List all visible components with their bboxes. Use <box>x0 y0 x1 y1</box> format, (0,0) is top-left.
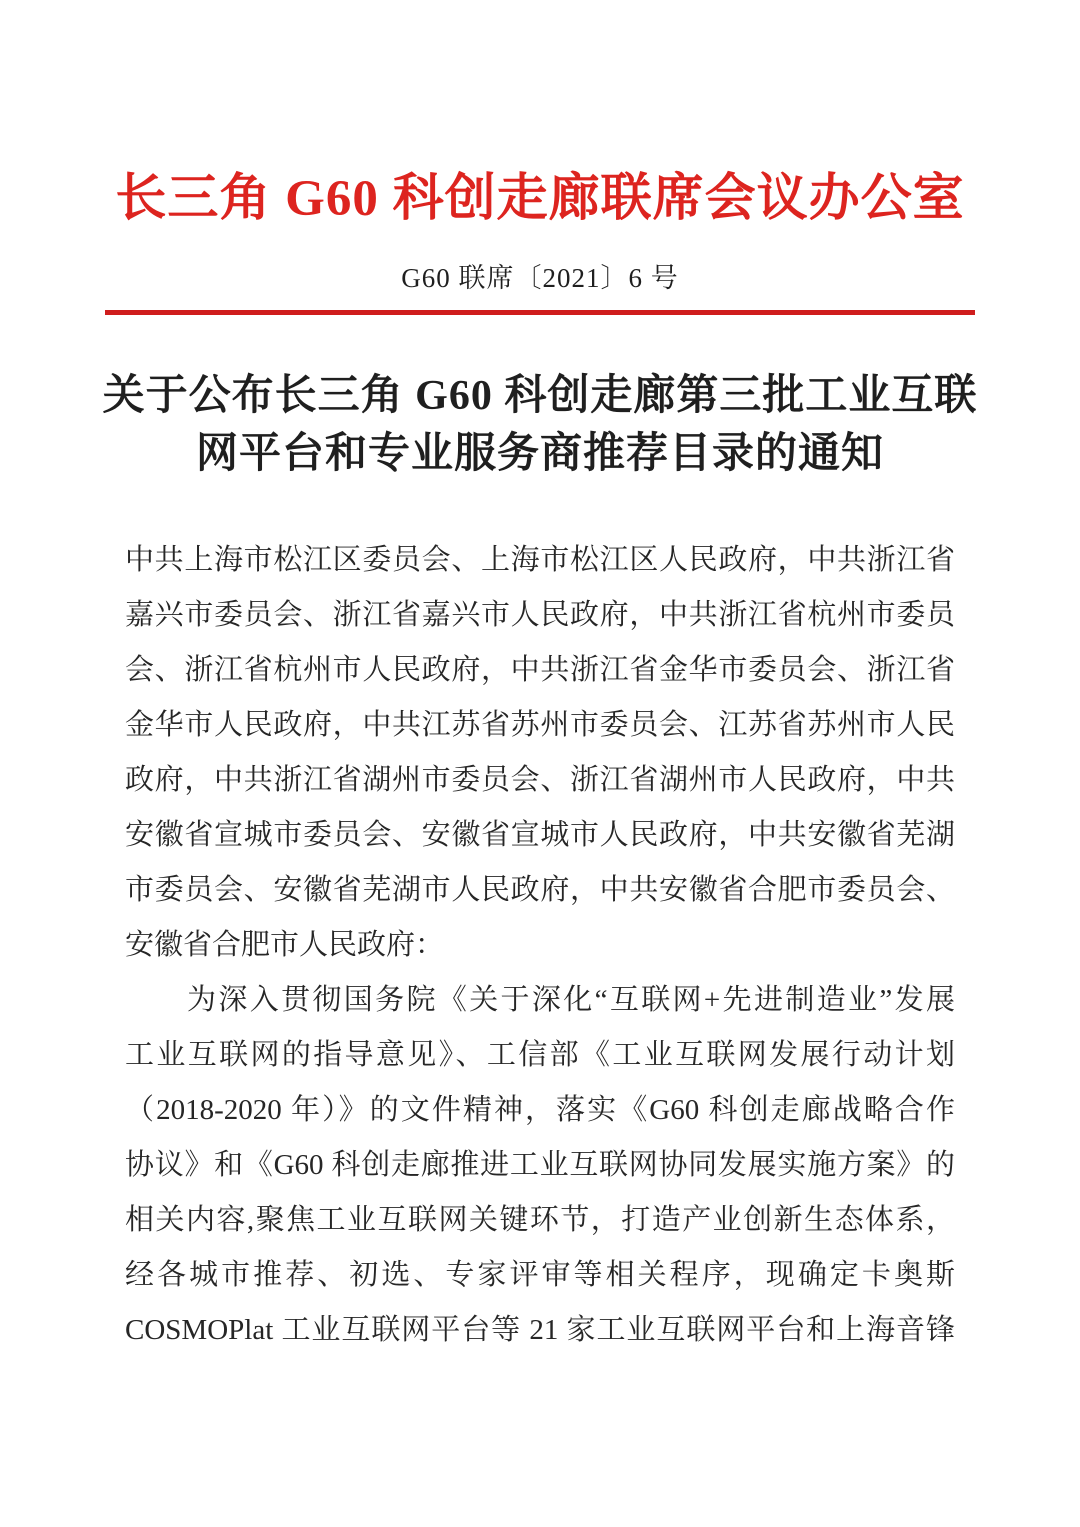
body-line: 中共上海市松江区委员会、上海市松江区人民政府，中共浙江省 <box>125 544 955 576</box>
body-line: 金华市人民政府，中共江苏省苏州市委员会、江苏省苏州市人民 <box>125 709 955 741</box>
notice-title <box>0 367 1080 483</box>
body-line: 工业互联网的指导意见》、工信部《工业互联网发展行动计划 <box>125 1039 955 1071</box>
body-line: 相关内容,聚焦工业互联网关键环节，打造产业创新生态体系， <box>125 1204 955 1236</box>
document-body <box>125 533 955 1358</box>
body-line: 安徽省合肥市人民政府： <box>125 929 445 961</box>
body-line: 政府，中共浙江省湖州市委员会、浙江省湖州市人民政府，中共 <box>125 764 955 796</box>
body-line: 经各城市推荐、初选、专家评审等相关程序，现确定卡奥斯 <box>125 1259 955 1291</box>
body-line: 会、浙江省杭州市人民政府，中共浙江省金华市委员会、浙江省 <box>125 654 955 686</box>
body-line: 协议》和《G60 科创走廊推进工业互联网协同发展实施方案》的 <box>125 1149 955 1181</box>
body-line: 嘉兴市委员会、浙江省嘉兴市人民政府，中共浙江省杭州市委员 <box>125 599 955 631</box>
red-divider-line <box>105 310 975 315</box>
body-line: 市委员会、安徽省芜湖市人民政府，中共安徽省合肥市委员会、 <box>125 874 955 906</box>
notice-title-line2: 网平台和专业服务商推荐目录的通知 <box>195 431 884 477</box>
office-name-header: 长三角 G60 科创走廊联席会议办公室 <box>115 171 965 227</box>
doc-number: G60 联席〔2021〕6 号 <box>401 263 679 293</box>
body-line: COSMOPlat 工业互联网平台等 21 家工业互联网平台和上海音锋 <box>125 1314 955 1346</box>
body-line: 安徽省宣城市委员会、安徽省宣城市人民政府，中共安徽省芜湖 <box>125 819 955 851</box>
notice-title-line1: 关于公布长三角 G60 科创走廊第三批工业互联 <box>102 373 978 419</box>
body-line: 为深入贯彻国务院《关于深化“互联网+先进制造业”发展 <box>187 984 955 1016</box>
body-line: （2018-2020 年）》的文件精神，落实《G60 科创走廊战略合作 <box>125 1094 955 1126</box>
